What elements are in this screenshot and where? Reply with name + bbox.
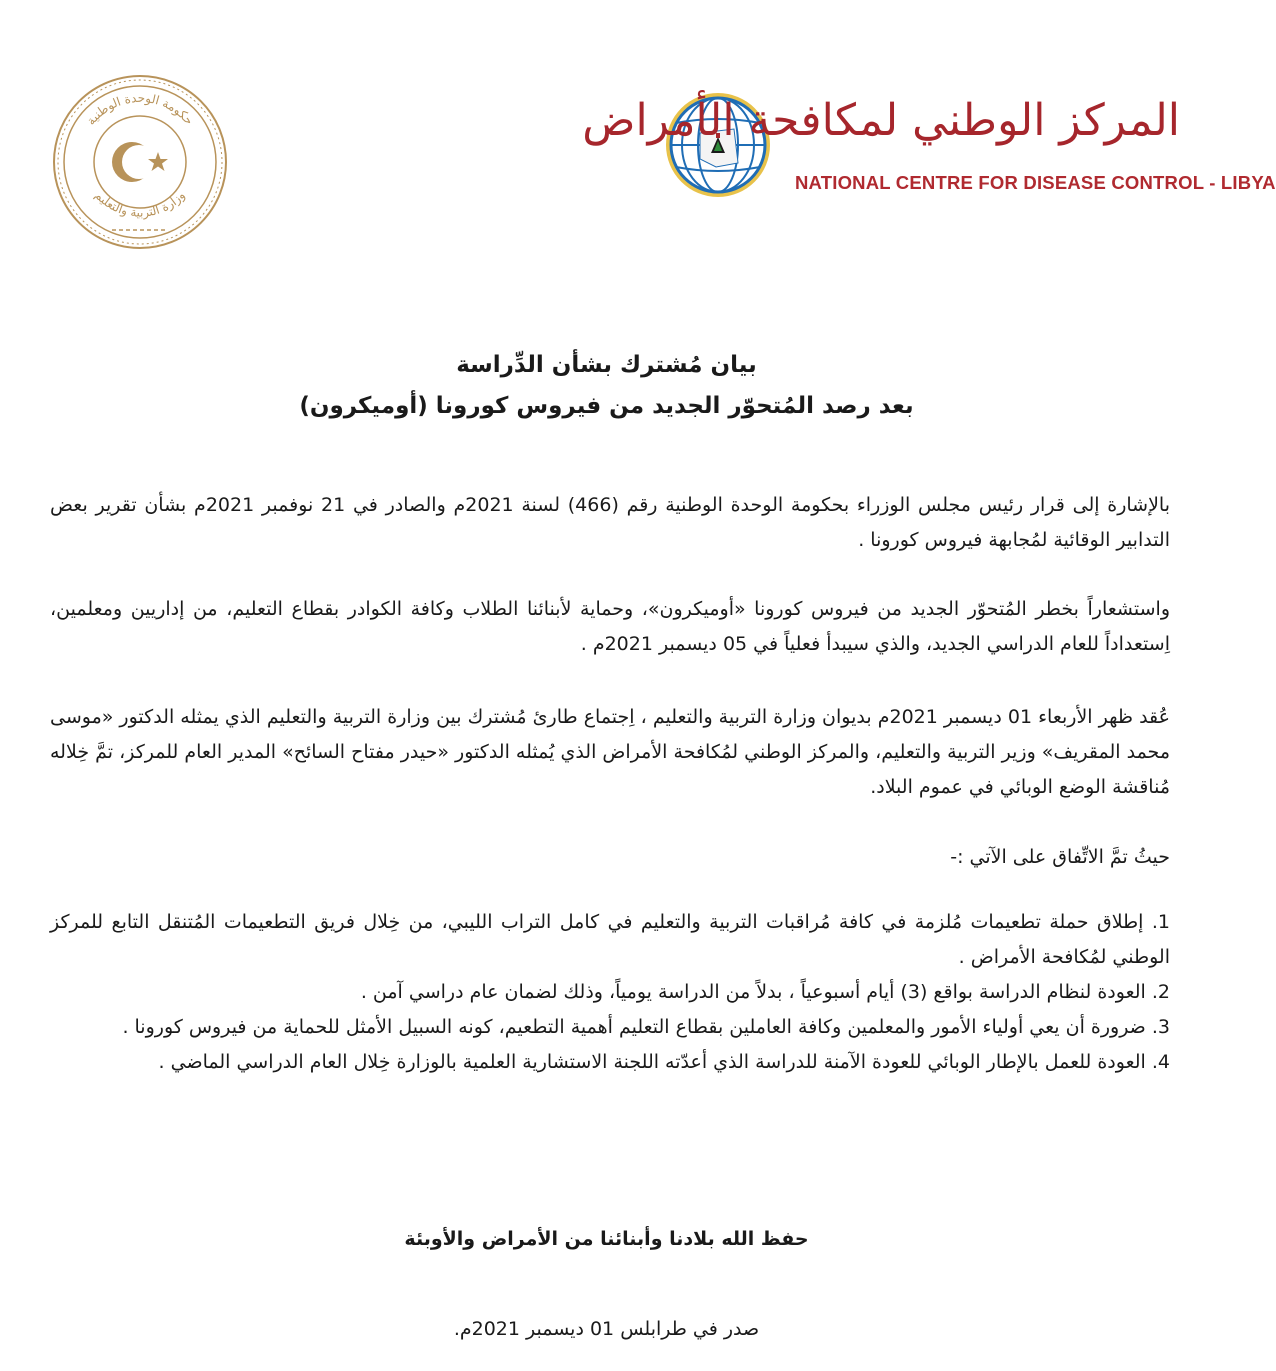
ministry-seal-logo [50, 72, 230, 252]
paragraph-meeting: عُقد ظهر الأربعاء 01 ديسمبر 2021م بديوان وزارة التربية والتعليم ، اِجتماع طارئ مُشترك بين وزارة التربية والتعليم الذي يمثله الدكتور «موسى محمد المقريف» وزير التربية والتعليم، والمركز الوطني لمُكافحة الأمراض الذي يُمثله الدكتور «حيدر مفتاح السائح» المدير العام للمركز، تمَّ خِلاله مُناقشة الوضع الوبائي في عموم البلاد. [50, 706, 1170, 798]
issued-date: صدر في طرابلس 01 ديسمبر 2021م. [453, 1318, 760, 1340]
agreement-item: 1. إطلاق حملة تطعيمات مُلزمة في كافة مُراقبات التربية والتعليم في كامل التراب الليبي، من خِلال فريق التطعيمات المُتنقل التابع للمركز الوطني لمُكافحة الأمراض . [50, 911, 1170, 968]
seal-text-bottom: وزارة التربية والتعليم [92, 188, 188, 220]
svg-text:وزارة التربية والتعليم [92, 188, 188, 221]
agreement-item: 2. العودة لنظام الدراسة بواقع (3) أيام أسبوعياً ، بدلاً من الدراسة يومياً، وذلك لضمان عام دراسي آمن . [360, 981, 1170, 1003]
seal-text-top: حكومة الوحدة الوطنية [83, 90, 197, 128]
statement-title: بيان مُشترك بشأن الدِّراسة [456, 352, 757, 378]
closing-prayer: حفظ الله بلادنا وأبنائنا من الأمراض والأوبئة [404, 1228, 809, 1250]
agreement-item: 3. ضرورة أن يعي أولياء الأمور والمعلمين وكافة العاملين بقطاع التعليم أهمية التطعيم، كونه السبيل الأمثل للحماية من فيروس كورونا . [122, 1016, 1170, 1038]
paragraph-agreed-intro: حيثُ تمَّ الاتِّفاق على الآتي :- [950, 846, 1170, 868]
statement-subtitle: بعد رصد المُتحوّر الجديد من فيروس كورونا (أوميكرون) [299, 393, 914, 419]
ncdc-english-name: NATIONAL CENTRE FOR DISEASE CONTROL - LIBYA [795, 172, 1276, 193]
agreement-item: 4. العودة للعمل بالإطار الوبائي للعودة الآمنة للدراسة الذي أعدّته اللجنة الاستشارية العلمية بالوزارة خِلال العام الدراسي الماضي . [158, 1051, 1170, 1073]
ncdc-arabic-name: المركز الوطني لمكافحة الأمراض [582, 95, 1180, 146]
agreement-list [50, 905, 1170, 1080]
paragraph-awareness: واستشعاراً بخطر المُتحوّر الجديد من فيروس كورونا «أوميكرون»، وحماية لأبنائنا الطلاب وكافة الكوادر بقطاع التعليم، من إداريين ومعلمين، اِستعداداً للعام الدراسي الجديد، والذي سيبدأ فعلياً في 05 ديسمبر 2021م . [50, 598, 1170, 655]
paragraph-reference: بالإشارة إلى قرار رئيس مجلس الوزراء بحكومة الوحدة الوطنية رقم (466) لسنة 2021م والصادر في 21 نوفمبر 2021م بشأن تقرير بعض التدابير الوقائية لمُجابهة فيروس كورونا . [50, 494, 1171, 551]
